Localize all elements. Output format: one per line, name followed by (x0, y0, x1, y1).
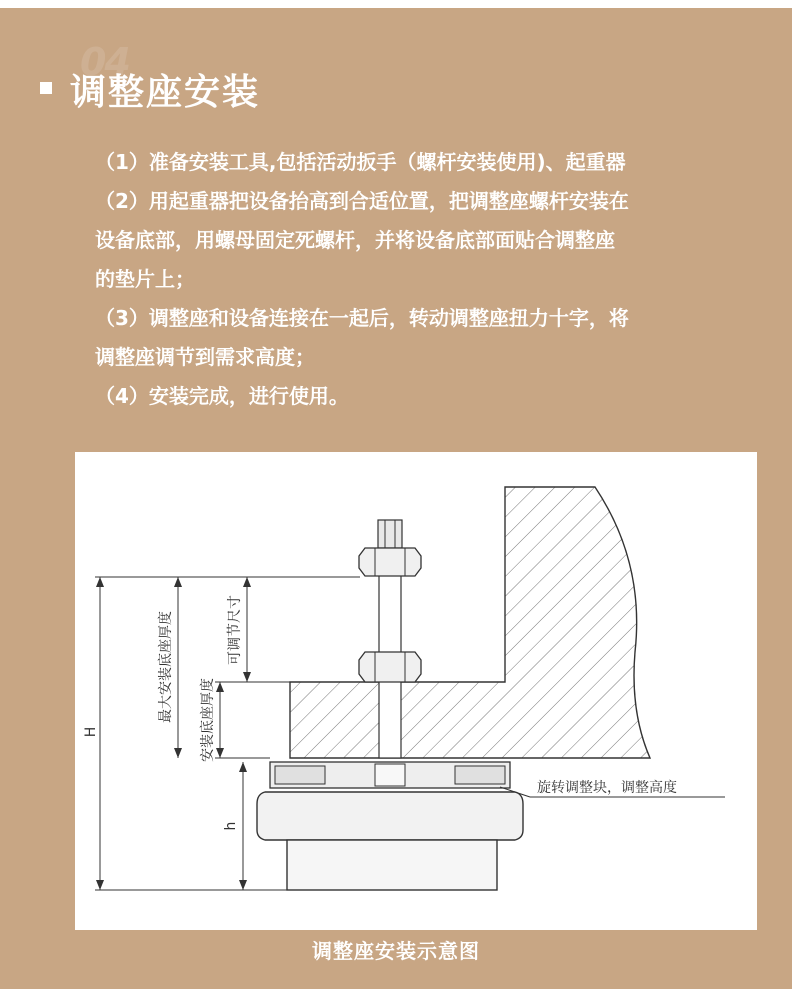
step-line: （2）用起重器把设备抬高到合适位置，把调整座螺杆安装在 (95, 189, 629, 213)
title-bullet (40, 82, 52, 94)
label-rotate-block: 旋转调整块，调整高度 (537, 780, 677, 796)
diagram-caption: 调整座安装示意图 (312, 939, 480, 963)
step-line: 调整座调节到需求高度； (95, 345, 315, 369)
label-adjustable-size: 可调节尺寸 (227, 595, 243, 665)
section-number-watermark: 04 (80, 40, 129, 84)
leveling-base (257, 792, 523, 840)
diagram-panel (75, 452, 757, 930)
label-h: h (223, 821, 239, 831)
label-base-thickness: 安装底座厚度 (200, 678, 216, 762)
top-nut (359, 548, 421, 576)
step-line: （4）安装完成，进行使用。 (95, 384, 349, 408)
step-line: 的垫片上； (95, 267, 195, 291)
equipment-body (290, 487, 650, 758)
section-title: 调整座安装 (70, 72, 261, 113)
step-line: （1）准备安装工具,包括活动扳手（螺杆安装使用)、起重器 (95, 150, 626, 174)
label-H: H (83, 726, 99, 738)
installation-diagram (75, 452, 757, 930)
installation-steps (95, 143, 760, 416)
base-pad (287, 840, 497, 890)
top-band (0, 0, 792, 8)
label-max-base-thickness: 最大安装底座厚度 (158, 611, 174, 723)
step-line: （3）调整座和设备连接在一起后，转动调整座扭力十字，将 (95, 306, 629, 330)
lower-nut (359, 652, 421, 682)
step-line: 设备底部，用螺母固定死螺杆，并将设备底部面贴合调整座 (95, 228, 615, 252)
bolt-top (378, 520, 402, 548)
